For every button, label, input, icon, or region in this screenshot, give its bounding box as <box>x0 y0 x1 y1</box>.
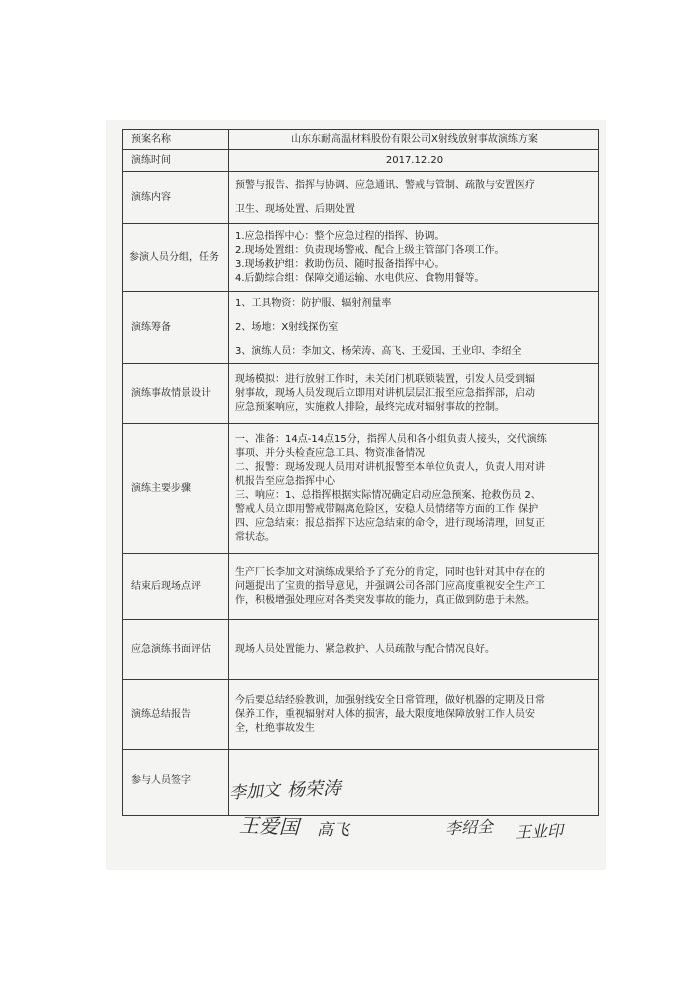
steps-line: 常状态。 <box>235 531 275 543</box>
scenario-line: 现场模拟：进行放射工作时，未关闭门机联锁装置，引发人员受到辐 <box>235 373 535 385</box>
signature-yang-rongtao: 杨荣涛 <box>286 777 342 801</box>
summary-label: 演练总结报告 <box>123 680 229 750</box>
prep-label: 演练筹备 <box>123 292 229 364</box>
row-main-steps <box>123 424 599 554</box>
signature-wang-yeyin: 王业印 <box>514 820 564 842</box>
row-preparation <box>123 292 599 364</box>
signature-gao-fei: 高飞 <box>317 819 350 839</box>
drill-content-line: 卫生、现场处置、后期处置 <box>235 203 355 215</box>
prep-value <box>229 292 599 364</box>
row-review <box>123 554 599 620</box>
drill-time-label: 演练时间 <box>123 150 229 172</box>
review-line: 问题提出了宝贵的指导意见，并强调公司各部门应高度重视安全生产工 <box>235 580 545 592</box>
groups-line: 1.应急指挥中心：整个应急过程的指挥、协调。 <box>235 230 445 242</box>
prep-line: 2、场地：X射线探伤室 <box>235 321 339 333</box>
signature-wang-aiguo: 王爱国 <box>238 812 300 839</box>
summary-line: 全，杜绝事故发生 <box>235 722 315 734</box>
steps-label: 演练主要步骤 <box>123 424 229 554</box>
prep-line: 3、演练人员：李加文、杨荣涛、高飞、王爱国、王业印、李绍全 <box>235 345 522 357</box>
row-plan-name <box>123 130 599 150</box>
steps-value <box>229 424 599 554</box>
review-line: 作，积极增强处理应对各类突发事故的能力，真正做到防患于未然。 <box>235 594 535 606</box>
steps-line: 三、响应：1、总指挥根据实际情况确定启动应急预案、抢救伤员 2、 <box>235 489 541 501</box>
steps-line: 四、应急结束：报总指挥下达应急结束的命令，进行现场清理，回复正 <box>235 517 545 529</box>
drill-content-value <box>229 172 599 224</box>
groups-value <box>229 224 599 292</box>
drill-content-label: 演练内容 <box>123 172 229 224</box>
steps-line: 机报告至应急指挥中心 <box>235 475 335 487</box>
summary-line: 今后要总结经验教训，加强射线安全日常管理，做好机器的定期及日常 <box>235 694 545 706</box>
groups-label: 参演人员分组，任务 <box>123 224 229 292</box>
scenario-label: 演练事故情景设计 <box>123 364 229 424</box>
steps-line: 事项、并分头检查应急工具、物资准备情况 <box>235 447 425 459</box>
signature-li-shaoquan: 李绍全 <box>444 816 494 838</box>
signature-label: 参与人员签字 <box>123 750 229 816</box>
row-groups <box>123 224 599 292</box>
steps-line: 警戒人员立即用警戒带隔离危险区，安稳人员情绪等方面的工作 保护 <box>235 503 539 515</box>
summary-value <box>229 680 599 750</box>
review-line: 生产厂长李加文对演练成果给予了充分的肯定，同时也针对其中存在的 <box>235 566 545 578</box>
review-value <box>229 554 599 620</box>
steps-line: 二、报警：现场发现人员用对讲机报警至本单位负责人，负责人用对讲 <box>235 461 545 473</box>
groups-line: 3.现场救护组：救助伤员、随时报备指挥中心。 <box>235 258 445 270</box>
scenario-line: 射事故，现场人员发现后立即用对讲机层层汇报至应急指挥部，启动 <box>235 387 535 399</box>
row-drill-time <box>123 150 599 172</box>
row-scenario <box>123 364 599 424</box>
groups-line: 4.后勤综合组：保障交通运输、水电供应、食物用餐等。 <box>235 272 485 284</box>
signature-li-jiawen: 李加文 <box>228 779 281 804</box>
row-summary <box>123 680 599 750</box>
prep-line: 1、工具物资：防护服、辐射剂量率 <box>235 297 392 309</box>
groups-line: 2.现场处置组：负责现场警戒、配合上级主管部门各项工作。 <box>235 244 505 256</box>
row-drill-content <box>123 172 599 224</box>
drill-plan-form <box>122 129 599 842</box>
scenario-line: 应急预案响应，实施救人排险，最终完成对辐射事故的控制。 <box>235 401 505 413</box>
steps-line: 一、准备：14点-14点15分，指挥人员和各小组负责人接头，交代演练 <box>235 433 547 445</box>
summary-line: 保养工作，重视辐射对人体的损害，最大限度地保障放射工作人员安 <box>235 708 535 720</box>
scenario-value <box>229 364 599 424</box>
row-evaluation <box>123 620 599 680</box>
plan-name-value: 山东东耐高温材料股份有限公司X射线放射事故演练方案 <box>229 130 599 150</box>
drill-content-line: 预警与报告、指挥与协调、应急通讯、警戒与管制、疏散与安置医疗 <box>235 179 535 191</box>
drill-time-value: 2017.12.20 <box>229 150 599 172</box>
review-label: 结束后现场点评 <box>123 554 229 620</box>
row-signatures <box>123 750 599 816</box>
evaluation-label: 应急演练书面评估 <box>123 620 229 680</box>
signature-area <box>228 750 599 842</box>
evaluation-value: 现场人员处置能力、紧急救护、人员疏散与配合情况良好。 <box>229 620 599 680</box>
plan-name-label: 预案名称 <box>123 130 229 150</box>
